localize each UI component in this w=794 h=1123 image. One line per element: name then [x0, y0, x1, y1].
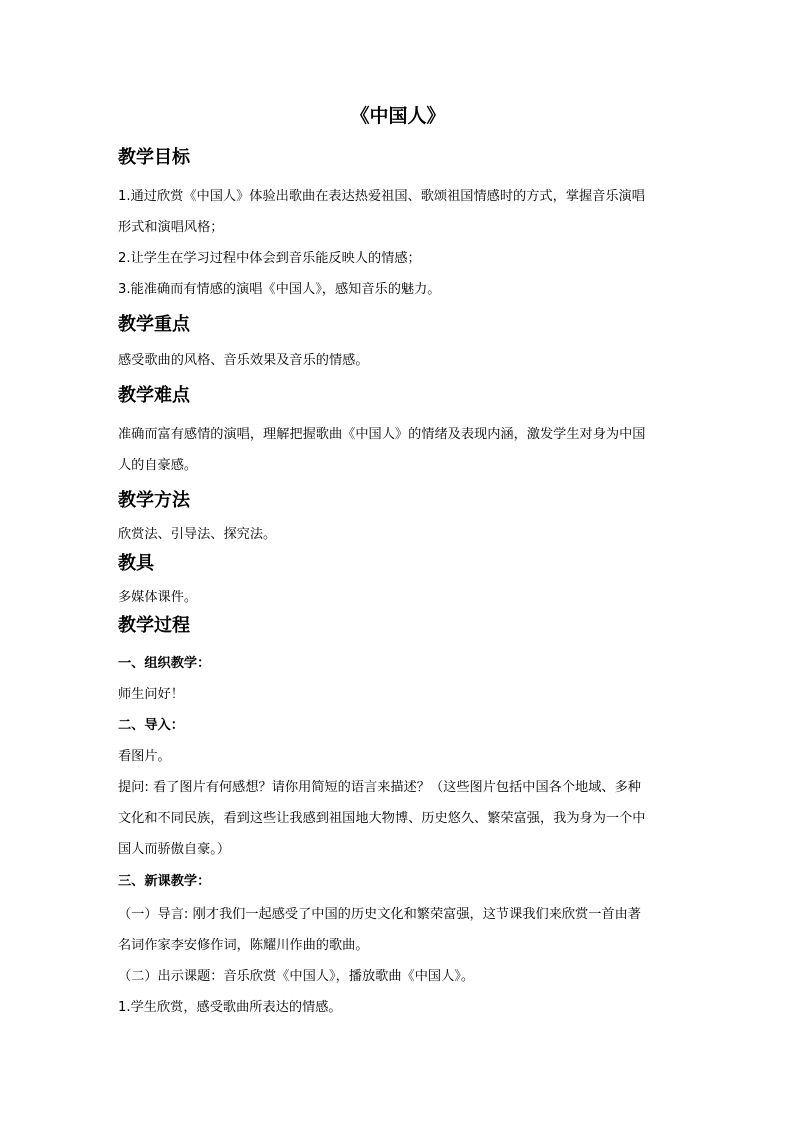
- heading-process: 教学过程: [118, 615, 190, 636]
- difficulties-line-1: 准确而富有感情的演唱，理解把握歌曲《中国人》的情绪及表现内涵，激发学生对身为中国: [118, 427, 646, 442]
- heading-objectives: 教学目标: [118, 147, 190, 168]
- process-step-2-title: 二、导入：: [118, 718, 184, 733]
- key-points-text: [118, 345, 678, 376]
- heading-methods: 教学方法: [118, 490, 190, 511]
- process-step-2-line: 看图片。: [118, 749, 171, 764]
- difficulties-line-2: 人的自豪感。: [118, 458, 198, 473]
- tools-line: 多媒体课件。: [118, 590, 198, 605]
- objectives-list: [118, 181, 678, 305]
- process-step-2-text: [118, 741, 678, 865]
- objective-item-1-line-1: 1.通过欣赏《中国人》体验出歌曲在表达热爱祖国、歌颂祖国情感时的方式，掌握音乐演唱: [118, 189, 645, 204]
- process-step-1-title: 一、组织教学：: [118, 656, 211, 671]
- process-step-3-p1-line-2: 名词作家李安修作词，陈耀川作曲的歌曲。: [118, 938, 369, 953]
- document-title: 《中国人》: [350, 105, 446, 127]
- process-step-1-line: 师生问好！: [118, 687, 184, 702]
- process-step-3-p2: （二）出示课题：音乐欣赏《中国人》，播放歌曲《中国人》。: [118, 969, 475, 984]
- objective-item-1-line-2: 形式和演唱风格；: [118, 220, 224, 235]
- heading-tools: 教具: [118, 553, 154, 574]
- key-points-line: 感受歌曲的风格、音乐效果及音乐的情感。: [118, 353, 369, 368]
- heading-difficulties: 教学难点: [118, 385, 190, 406]
- tools-text: [118, 582, 678, 613]
- process-step-1-text: [118, 679, 678, 710]
- objective-item-3: 3.能准确而有情感的演唱《中国人》，感知音乐的魅力。: [118, 282, 441, 297]
- process-step-2-question-line-1: 提问: 看了图片有何感想？请你用简短的语言来描述？（这些图片包括中国各个地域、多种: [118, 780, 641, 795]
- difficulties-text: [118, 419, 678, 481]
- methods-line: 欣赏法、引导法、探究法。: [118, 527, 277, 542]
- methods-text: [118, 519, 678, 550]
- process-step-3-title: 三、新课教学：: [118, 874, 211, 889]
- process-step-2-question-line-2: 文化和不同民族，看到这些让我感到祖国地大物博、历史悠久、繁荣富强，我为身为一个中: [118, 811, 646, 826]
- process-step-3-p3: 1.学生欣赏，感受歌曲所表达的情感。: [118, 1000, 342, 1015]
- objective-item-2: 2.让学生在学习过程中体会到音乐能反映人的情感；: [118, 251, 421, 266]
- process-step-2-question-line-3: 国人而骄傲自豪。）: [118, 842, 231, 857]
- process-step-3-p1-line-1: （一）导言: 刚才我们一起感受了中国的历史文化和繁荣富强，这节课我们来欣赏一首由著: [118, 907, 641, 922]
- heading-key-points: 教学重点: [118, 314, 190, 335]
- process-step-3-text: [118, 899, 678, 1023]
